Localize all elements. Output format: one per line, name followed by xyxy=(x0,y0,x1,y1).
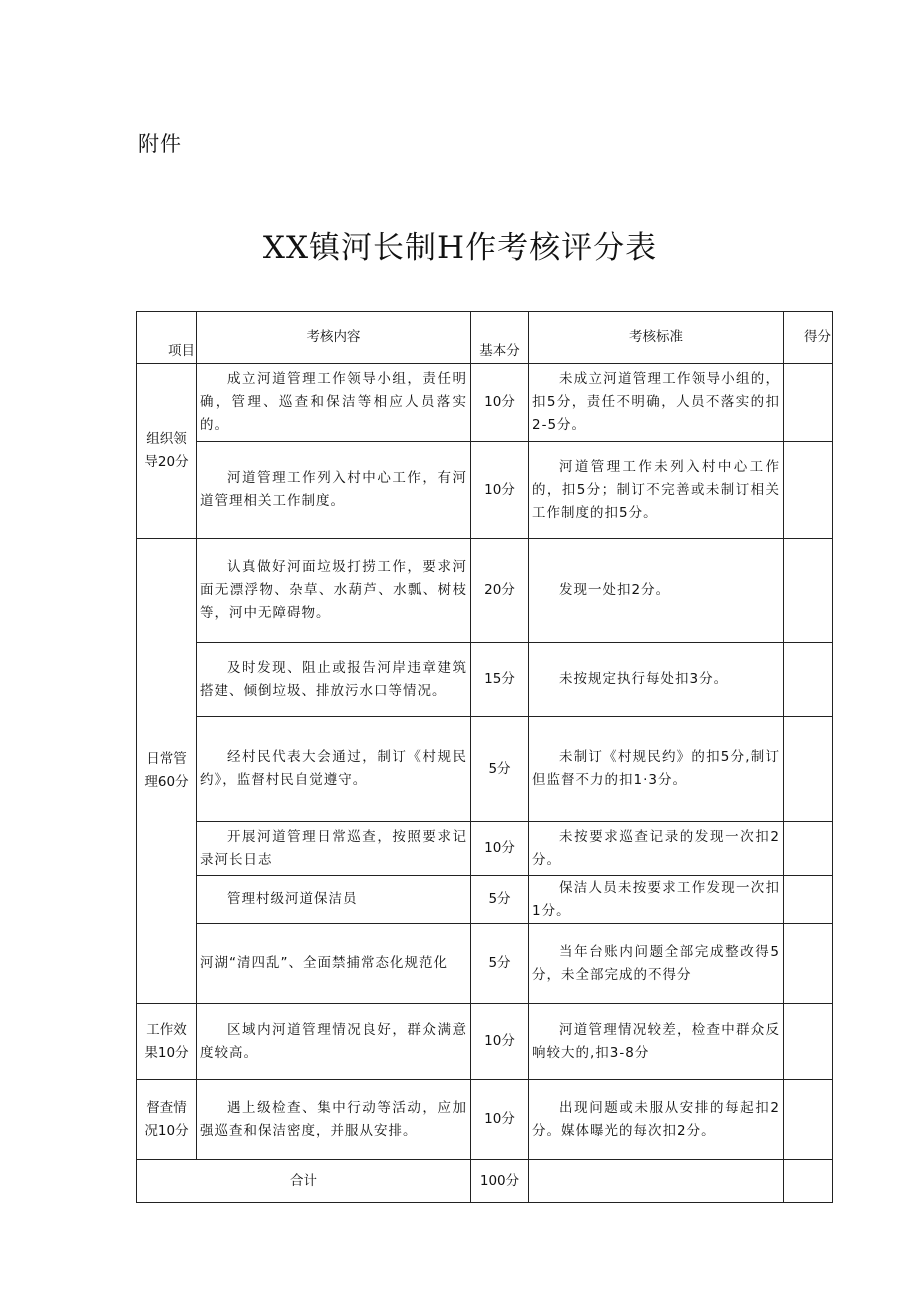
content-cell: 遇上级检查、集中行动等活动，应加强巡查和保洁密度，并服从安排。 xyxy=(197,1080,471,1160)
score-cell[interactable] xyxy=(784,1080,833,1160)
table-row xyxy=(137,442,833,539)
total-label: 合计 xyxy=(137,1160,471,1203)
base-score-cell: 10分 xyxy=(471,364,529,442)
base-score-cell: 10分 xyxy=(471,1004,529,1080)
content-cell: 及时发现、阻止或报告河岸违章建筑搭建、倾倒垃圾、排放污水口等情况。 xyxy=(197,643,471,717)
table-row xyxy=(137,822,833,876)
total-score-cell[interactable] xyxy=(784,1160,833,1203)
score-cell[interactable] xyxy=(784,717,833,822)
standard-cell: 出现问题或未服从安排的每起扣2分。媒体曝光的每次扣2分。 xyxy=(529,1080,784,1160)
header-content: 考核内容 xyxy=(197,312,471,364)
base-score-cell: 5分 xyxy=(471,924,529,1004)
total-standard-cell xyxy=(529,1160,784,1203)
table-row xyxy=(137,1004,833,1080)
table-row xyxy=(137,643,833,717)
total-base-score: 100分 xyxy=(471,1160,529,1203)
standard-cell: 当年台账内问题全部完成整改得5分，未全部完成的不得分 xyxy=(529,924,784,1004)
content-cell: 河湖“清四乱”、全面禁捕常态化规范化 xyxy=(197,924,471,1004)
content-cell: 河道管理工作列入村中心工作，有河道管理相关工作制度。 xyxy=(197,442,471,539)
base-score-cell: 10分 xyxy=(471,442,529,539)
category-cell: 日常管理60分 xyxy=(137,539,197,1004)
table-row xyxy=(137,539,833,643)
table-row xyxy=(137,717,833,822)
document-title: XX镇河长制H作考核评分表 xyxy=(262,230,658,266)
score-cell[interactable] xyxy=(784,924,833,1004)
standard-cell: 河道管理情况较差，检查中群众反响较大的,扣3-8分 xyxy=(529,1004,784,1080)
table-row xyxy=(137,924,833,1004)
base-score-cell: 10分 xyxy=(471,822,529,876)
score-cell[interactable] xyxy=(784,643,833,717)
header-standard: 考核标准 xyxy=(529,312,784,364)
content-cell: 成立河道管理工作领导小组，责任明确，管理、巡查和保洁等相应人员落实的。 xyxy=(197,364,471,442)
content-cell: 认真做好河面垃圾打捞工作，要求河面无漂浮物、杂草、水葫芦、水瓢、树枝等，河中无障碍物。 xyxy=(197,539,471,643)
standard-cell: 未制订《村规民约》的扣5分,制订但监督不力的扣1·3分。 xyxy=(529,717,784,822)
category-cell: 督查情况10分 xyxy=(137,1080,197,1160)
header-base-score: 基本分 xyxy=(471,312,529,364)
score-cell[interactable] xyxy=(784,364,833,442)
base-score-cell: 5分 xyxy=(471,717,529,822)
base-score-cell: 15分 xyxy=(471,643,529,717)
standard-cell: 未成立河道管理工作领导小组的，扣5分，责任不明确，人员不落实的扣2-5分。 xyxy=(529,364,784,442)
category-cell: 组织领导20分 xyxy=(137,364,197,539)
header-project: 项目 xyxy=(137,312,197,364)
score-cell[interactable] xyxy=(784,822,833,876)
category-cell: 工作效果10分 xyxy=(137,1004,197,1080)
standard-cell: 河道管理工作未列入村中心工作的，扣5分；制订不完善或未制订相关工作制度的扣5分。 xyxy=(529,442,784,539)
content-cell: 区域内河道管理情况良好，群众满意度较高。 xyxy=(197,1004,471,1080)
table-header-row xyxy=(137,312,833,364)
table-row xyxy=(137,1080,833,1160)
header-score: 得分 xyxy=(784,312,833,364)
score-cell[interactable] xyxy=(784,539,833,643)
score-cell[interactable] xyxy=(784,876,833,924)
base-score-cell: 5分 xyxy=(471,876,529,924)
score-table xyxy=(136,311,833,1203)
total-row xyxy=(137,1160,833,1203)
content-cell: 开展河道管理日常巡查，按照要求记录河长日志 xyxy=(197,822,471,876)
base-score-cell: 20分 xyxy=(471,539,529,643)
score-cell[interactable] xyxy=(784,442,833,539)
base-score-cell: 10分 xyxy=(471,1080,529,1160)
table-row xyxy=(137,876,833,924)
standard-cell: 发现一处扣2分。 xyxy=(529,539,784,643)
attachment-label: 附件 xyxy=(138,132,182,156)
score-cell[interactable] xyxy=(784,1004,833,1080)
content-cell: 管理村级河道保洁员 xyxy=(197,876,471,924)
content-cell: 经村民代表大会通过，制订《村规民约》，监督村民自觉遵守。 xyxy=(197,717,471,822)
table-row xyxy=(137,364,833,442)
standard-cell: 未按规定执行每处扣3分。 xyxy=(529,643,784,717)
standard-cell: 未按要求巡查记录的发现一次扣2分。 xyxy=(529,822,784,876)
standard-cell: 保洁人员未按要求工作发现一次扣1分。 xyxy=(529,876,784,924)
